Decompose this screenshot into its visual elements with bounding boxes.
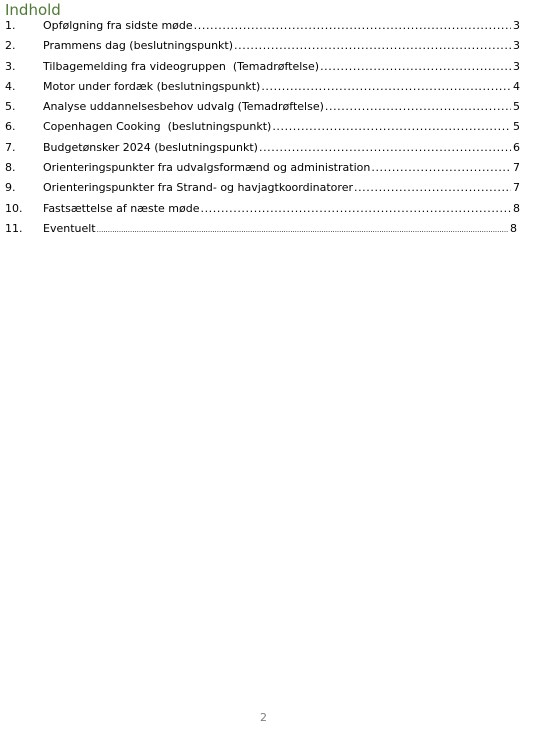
toc-entry-number: 3. [5,59,16,73]
toc-dot-leader [320,57,511,77]
toc-entry-title: Eventuelt [43,221,96,235]
toc-entry[interactable] [5,57,520,77]
toc-dot-leader [261,77,511,97]
toc-entry-page: 5 [513,100,520,114]
toc-entry-title: Opfølgning fra sidste møde [43,19,193,32]
toc-entry-title: Copenhagen Cooking (beslutningspunkt) [43,120,272,134]
toc-entry[interactable] [5,16,520,36]
toc-dot-leader [259,138,511,158]
table-of-contents [5,16,520,239]
toc-entry-title: Budgetønsker 2024 (beslutningspunkt) [43,140,258,154]
page-number: 2 [260,711,267,724]
toc-dot-leader [97,220,508,240]
toc-dot-leader [194,16,511,36]
toc-entry-number: 4. [5,79,16,93]
toc-entry-number: 2. [5,39,16,53]
toc-entry[interactable] [5,138,520,158]
toc-entry[interactable] [5,117,520,137]
toc-entry-page: 4 [513,79,520,93]
toc-entry-number: 7. [5,140,16,154]
toc-entry-page: 8 [513,201,520,215]
toc-entry-title: Motor under fordæk (beslutningspunkt) [43,79,261,93]
toc-entry-number: 1. [5,19,16,32]
toc-entry-number: 9. [5,181,16,195]
toc-entry[interactable] [5,199,520,219]
toc-entry-number: 6. [5,120,16,134]
toc-entry[interactable] [5,77,520,97]
toc-dot-leader [272,117,511,137]
toc-entry-page: 8 [510,221,517,235]
toc-dot-leader [325,97,511,117]
toc-entry-page: 6 [513,140,520,154]
toc-entry[interactable] [5,97,520,117]
toc-entry[interactable] [5,219,520,239]
toc-entry-number: 5. [5,100,16,114]
toc-dot-leader [200,199,511,219]
toc-entry-page: 3 [513,19,520,32]
toc-entry[interactable] [5,178,520,198]
toc-heading: Indhold [5,1,61,19]
toc-entry-number: 8. [5,161,16,175]
toc-entry-title: Tilbagemelding fra videogruppen (Temadrøftelse) [43,59,320,73]
toc-entry-title: Orienteringspunkter fra udvalgsformænd og administration [43,161,371,175]
toc-entry-page: 3 [513,59,520,73]
toc-entry[interactable] [5,158,520,178]
toc-dot-leader [371,158,511,178]
toc-entry-title: Prammens dag (beslutningspunkt) [43,39,234,53]
toc-entry-number: 11. [5,221,23,235]
toc-entry-title: Fastsættelse af næste møde [43,201,200,215]
toc-entry-page: 7 [513,161,520,175]
toc-entry-page: 3 [513,39,520,53]
toc-entry-title: Analyse uddannelsesbehov udvalg (Temadrøftelse) [43,100,324,114]
toc-entry[interactable] [5,36,520,56]
toc-dot-leader [234,36,511,56]
toc-entry-title: Orienteringspunkter fra Strand- og havjagtkoordinatorer [43,181,353,195]
toc-entry-number: 10. [5,201,23,215]
toc-dot-leader [354,178,511,198]
toc-entry-page: 7 [513,181,520,195]
toc-entry-page: 5 [513,120,520,134]
